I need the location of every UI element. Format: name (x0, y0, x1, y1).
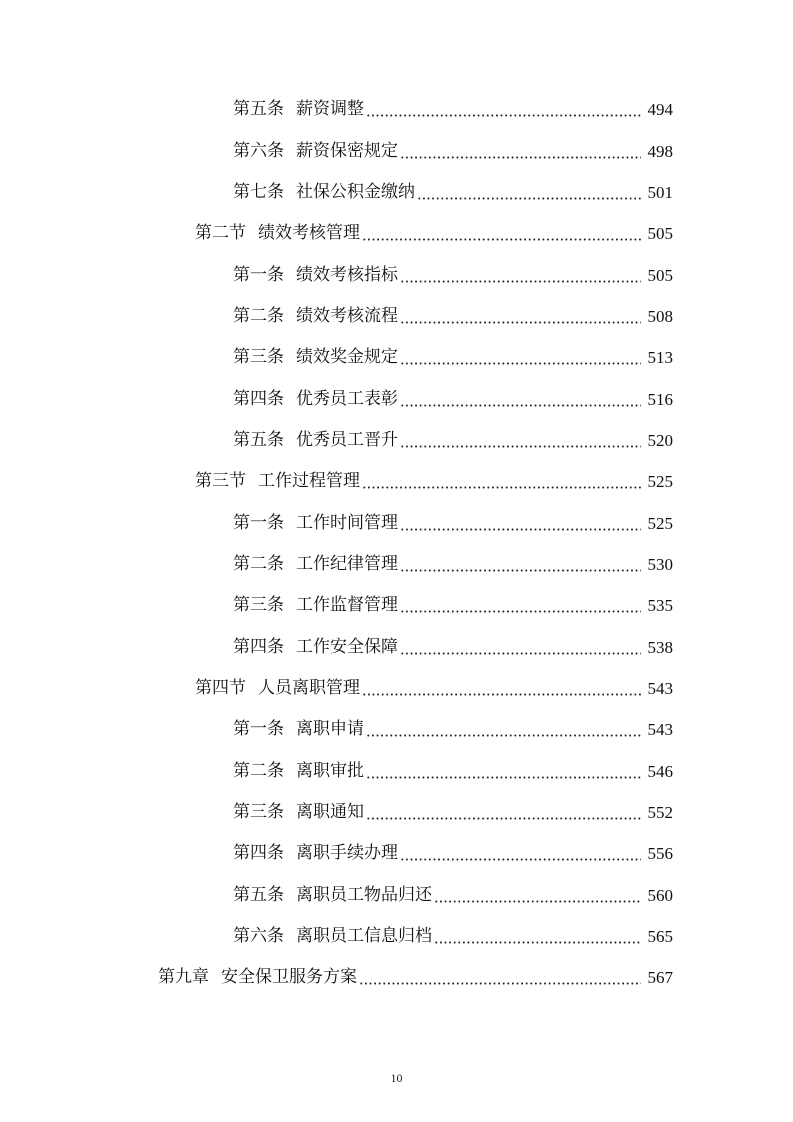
toc-entry-label (233, 140, 398, 161)
toc-entry-title: 人员离职管理 (258, 677, 360, 698)
toc-entry-number: 第六条 (233, 140, 284, 161)
toc-entry-label (233, 305, 398, 326)
toc-entry-chapter[interactable] (0, 957, 673, 998)
toc-entry-label (233, 804, 364, 821)
toc-entry-page: 505 (647, 265, 673, 285)
toc-entry-title: 工作过程管理 (258, 471, 360, 492)
toc-entry-title: 优秀员工表彰 (296, 388, 398, 409)
dot-leader (417, 197, 641, 200)
toc-entry-label (195, 677, 360, 698)
toc-entry-title: 离职员工物品归还 (296, 884, 432, 905)
toc-entry-section[interactable] (0, 213, 673, 254)
toc-entry-number: 第四条 (233, 843, 284, 864)
toc-entry-title: 安全保卫服务方案 (221, 967, 357, 988)
page-number: 10 (390, 1071, 403, 1085)
toc-entry-label (195, 473, 360, 490)
dot-leader (366, 734, 641, 737)
toc-entry-label (233, 101, 364, 118)
toc-entry-page: 538 (647, 637, 673, 657)
toc-entry-number: 第五条 (233, 884, 284, 905)
toc-entry-article[interactable] (0, 378, 673, 419)
toc-entry-article[interactable] (0, 709, 673, 750)
table-of-contents (0, 89, 793, 999)
toc-entry-title: 薪资保密规定 (296, 140, 398, 161)
toc-entry-article[interactable] (0, 751, 673, 792)
toc-entry-page: 543 (647, 678, 673, 698)
toc-entry-number: 第四条 (233, 636, 284, 657)
toc-entry-title: 工作监督管理 (296, 595, 398, 616)
dot-leader (400, 445, 641, 448)
toc-entry-page: 516 (647, 389, 673, 409)
dot-leader (362, 486, 641, 489)
dot-leader (400, 404, 641, 407)
dot-leader (400, 610, 641, 613)
toc-entry-title: 离职申请 (296, 719, 364, 740)
dot-leader (400, 528, 641, 531)
toc-entry-label (158, 969, 357, 986)
toc-entry-page: 513 (647, 348, 673, 368)
toc-entry-number: 第二条 (233, 760, 284, 781)
toc-entry-number: 第四节 (195, 677, 246, 698)
toc-entry-title: 离职手续办理 (296, 843, 398, 864)
toc-entry-number: 第二条 (233, 553, 284, 574)
toc-entry-number: 第四条 (233, 388, 284, 409)
toc-entry-article[interactable] (0, 130, 673, 171)
toc-entry-article[interactable] (0, 792, 673, 833)
toc-entry-number: 第三条 (233, 347, 284, 368)
toc-entry-label (233, 349, 398, 366)
toc-entry-number: 第五条 (233, 429, 284, 450)
toc-entry-page: 525 (647, 472, 673, 492)
toc-entry-label (233, 264, 398, 285)
toc-entry-page: 567 (647, 968, 673, 988)
toc-entry-title: 绩效考核流程 (296, 305, 398, 326)
toc-entry-label (233, 553, 398, 574)
toc-entry-article[interactable] (0, 544, 673, 585)
toc-entry-page: 565 (647, 927, 673, 947)
toc-entry-title: 离职员工信息归档 (296, 926, 432, 947)
toc-entry-number: 第九章 (158, 967, 209, 988)
toc-entry-label (233, 429, 398, 450)
toc-entry-page: 501 (647, 182, 673, 202)
toc-entry-page: 525 (647, 513, 673, 533)
toc-entry-article[interactable] (0, 875, 673, 916)
toc-entry-article[interactable] (0, 833, 673, 874)
dot-leader (400, 569, 641, 572)
toc-entry-article[interactable] (0, 585, 673, 626)
toc-entry-article[interactable] (0, 502, 673, 543)
toc-entry-label (233, 845, 398, 862)
toc-entry-number: 第五条 (233, 99, 284, 120)
toc-entry-number: 第二条 (233, 305, 284, 326)
toc-entry-section[interactable] (0, 461, 673, 502)
toc-entry-number: 第六条 (233, 926, 284, 947)
toc-entry-label (233, 636, 398, 657)
toc-entry-page: 552 (647, 803, 673, 823)
toc-entry-number: 第三节 (195, 471, 246, 492)
toc-entry-title: 离职通知 (296, 802, 364, 823)
toc-entry-article[interactable] (0, 337, 673, 378)
toc-entry-article[interactable] (0, 89, 673, 130)
dot-leader (362, 693, 641, 696)
dot-leader (359, 982, 641, 985)
toc-entry-page: 535 (647, 596, 673, 616)
toc-entry-number: 第三条 (233, 802, 284, 823)
toc-entry-number: 第一条 (233, 512, 284, 533)
toc-entry-page: 560 (647, 885, 673, 905)
toc-entry-number: 第三条 (233, 595, 284, 616)
toc-entry-page: 508 (647, 306, 673, 326)
dot-leader (400, 652, 641, 655)
toc-entry-label (233, 388, 398, 409)
toc-entry-article[interactable] (0, 916, 673, 957)
toc-entry-page: 505 (647, 224, 673, 244)
toc-entry-article[interactable] (0, 420, 673, 461)
toc-entry-page: 520 (647, 430, 673, 450)
toc-entry-title: 绩效考核管理 (258, 223, 360, 244)
toc-entry-title: 优秀员工晋升 (296, 429, 398, 450)
dot-leader (400, 156, 641, 159)
toc-entry-label (233, 597, 398, 614)
toc-entry-article[interactable] (0, 172, 673, 213)
toc-entry-article[interactable] (0, 254, 673, 295)
toc-entry-number: 第一条 (233, 264, 284, 285)
toc-entry-section[interactable] (0, 668, 673, 709)
dot-leader (434, 941, 641, 944)
dot-leader (366, 114, 641, 117)
dot-leader (400, 858, 641, 861)
toc-entry-label (195, 225, 360, 242)
toc-entry-label (233, 760, 364, 781)
toc-entry-title: 绩效奖金规定 (296, 347, 398, 368)
toc-entry-page: 543 (647, 720, 673, 740)
toc-entry-page: 494 (647, 100, 673, 120)
dot-leader (400, 280, 641, 283)
toc-entry-title: 离职审批 (296, 760, 364, 781)
dot-leader (434, 900, 641, 903)
toc-entry-label (233, 181, 415, 202)
toc-entry-title: 薪资调整 (296, 99, 364, 120)
toc-entry-title: 工作时间管理 (296, 512, 398, 533)
toc-entry-page: 530 (647, 554, 673, 574)
toc-entry-label (233, 512, 398, 533)
toc-entry-title: 社保公积金缴纳 (296, 181, 415, 202)
toc-entry-number: 第一条 (233, 719, 284, 740)
toc-entry-label (233, 928, 432, 945)
toc-entry-article[interactable] (0, 296, 673, 337)
dot-leader (400, 362, 641, 365)
toc-entry-number: 第七条 (233, 181, 284, 202)
toc-entry-label (233, 884, 432, 905)
dot-leader (366, 776, 641, 779)
toc-entry-title: 绩效考核指标 (296, 264, 398, 285)
toc-entry-page: 546 (647, 761, 673, 781)
toc-entry-page: 556 (647, 844, 673, 864)
toc-entry-number: 第二节 (195, 223, 246, 244)
toc-entry-page: 498 (647, 141, 673, 161)
toc-entry-title: 工作安全保障 (296, 636, 398, 657)
toc-entry-label (233, 721, 364, 738)
toc-entry-article[interactable] (0, 626, 673, 667)
dot-leader (400, 321, 641, 324)
dot-leader (366, 817, 641, 820)
toc-entry-title: 工作纪律管理 (296, 553, 398, 574)
dot-leader (362, 238, 641, 241)
